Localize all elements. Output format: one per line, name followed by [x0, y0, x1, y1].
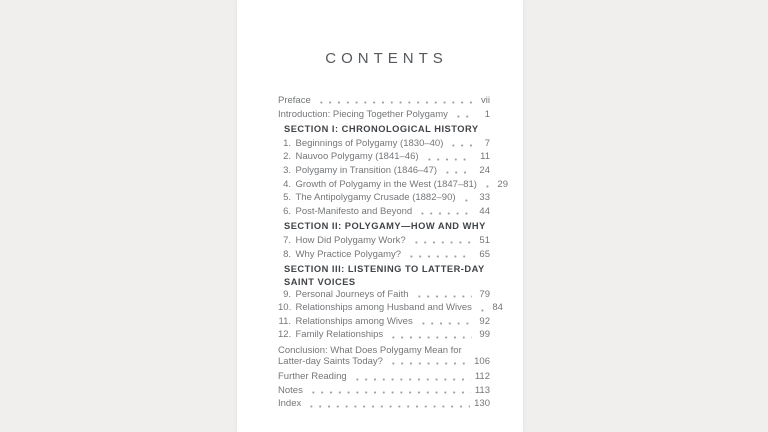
- dot-leader: [461, 191, 472, 205]
- page-number: vii: [481, 95, 490, 106]
- dot-leader: [411, 234, 472, 248]
- toc-entry-conclusion-line2[interactable]: [278, 357, 490, 368]
- dot-leader: [316, 94, 472, 108]
- entry-label: Growth of Polygamy in the West (1847–81): [295, 178, 477, 190]
- page-number: 44: [479, 205, 490, 217]
- entry-label: Post-Manifesto and Beyond: [295, 205, 413, 217]
- toc-chapter-6[interactable]: [278, 205, 490, 219]
- toc-entry-conclusion-line1[interactable]: [278, 344, 490, 358]
- section-heading-label: SECTION I: CHRONOLOGICAL HISTORY: [284, 124, 479, 135]
- toc-entry-introduction[interactable]: [278, 108, 490, 122]
- page-number: 24: [479, 164, 490, 176]
- toc-chapter-12[interactable]: [278, 328, 490, 342]
- dot-leader: [453, 108, 472, 122]
- chapter-number: 3.: [283, 164, 291, 176]
- page-number: 106: [474, 356, 490, 368]
- toc-section-1-heading: [278, 123, 490, 137]
- entry-label: Further Reading: [278, 371, 347, 383]
- dot-leader: [424, 150, 472, 164]
- page-number: 113: [474, 384, 490, 396]
- toc-entry-index[interactable]: [278, 397, 490, 411]
- toc-chapter-2[interactable]: [278, 150, 490, 164]
- chapter-number: 2.: [283, 151, 291, 163]
- chapter-number: 1.: [283, 137, 291, 149]
- dot-leader: [414, 288, 472, 302]
- entry-label: Preface: [278, 95, 311, 106]
- dot-leader: [308, 384, 471, 398]
- section-heading-label: SAINT VOICES: [284, 276, 356, 287]
- entry-label: Index: [278, 398, 302, 410]
- toc-entry-further-reading[interactable]: [278, 370, 490, 384]
- toc-chapter-11[interactable]: [278, 315, 490, 329]
- entry-label: Polygamy in Transition (1846–47): [295, 164, 438, 176]
- toc-content: [237, 0, 523, 411]
- toc-chapter-1[interactable]: [278, 137, 490, 151]
- toc-chapter-3[interactable]: [278, 164, 490, 178]
- contents-title: CONTENTS: [325, 50, 448, 67]
- page-number: 130: [474, 398, 490, 410]
- entry-label: Personal Journeys of Faith: [295, 288, 409, 300]
- book-page: [237, 0, 523, 432]
- dot-leader: [306, 397, 470, 411]
- dot-leader: [448, 137, 472, 151]
- toc-chapter-8[interactable]: [278, 248, 490, 262]
- page-number: 7: [484, 137, 490, 149]
- chapter-number: 11.: [278, 315, 291, 327]
- entry-label: The Antipolygamy Crusade (1882–90): [295, 192, 456, 204]
- entry-label: Relationships among Wives: [295, 315, 413, 327]
- entry-label: Conclusion: What Does Polygamy Mean for: [278, 344, 462, 356]
- toc-chapter-5[interactable]: [278, 191, 490, 205]
- page-number: 1: [484, 108, 490, 120]
- entry-label: How Did Polygamy Work?: [295, 234, 406, 246]
- page-number: 84: [492, 302, 503, 314]
- page-number: 51: [479, 234, 490, 246]
- chapter-number: 9.: [283, 288, 291, 300]
- page-number: 79: [479, 288, 490, 300]
- toc-chapter-10[interactable]: [278, 301, 503, 315]
- toc-entry-preface[interactable]: [278, 94, 490, 108]
- dot-leader: [482, 178, 490, 192]
- entry-label: Latter-day Saints Today?: [278, 356, 383, 368]
- toc-section-2-heading: [278, 220, 490, 234]
- dot-leader: [388, 357, 470, 368]
- chapter-number: 8.: [283, 248, 291, 260]
- toc-chapter-4[interactable]: [278, 178, 508, 192]
- page-number: 65: [479, 248, 490, 260]
- entry-label: Nauvoo Polygamy (1841–46): [295, 151, 419, 163]
- entry-label: Family Relationships: [295, 329, 384, 341]
- chapter-number: 7.: [283, 234, 291, 246]
- chapter-number: 6.: [283, 205, 291, 217]
- dot-leader: [352, 370, 471, 384]
- dot-leader: [388, 328, 472, 342]
- dot-leader: [442, 164, 472, 178]
- page-number: 112: [474, 371, 490, 383]
- dot-leader: [417, 205, 472, 219]
- entry-label: Introduction: Piecing Together Polygamy: [278, 108, 448, 120]
- toc-chapter-7[interactable]: [278, 234, 490, 248]
- chapter-number: 10.: [278, 302, 292, 314]
- page-number: 11: [480, 151, 490, 163]
- toc-section-3-heading-line1: [278, 263, 490, 277]
- dot-leader: [477, 301, 485, 315]
- entry-label: Beginnings of Polygamy (1830–40): [295, 137, 444, 149]
- toc-entry-notes[interactable]: [278, 384, 490, 398]
- page-number: 29: [497, 178, 508, 190]
- dot-leader: [406, 248, 472, 262]
- dot-leader: [418, 315, 472, 329]
- page-number: 92: [479, 315, 490, 327]
- entry-label: Notes: [278, 384, 303, 396]
- chapter-number: 12.: [278, 329, 292, 341]
- chapter-number: 4.: [283, 178, 291, 190]
- toc-section-3-heading-line2: [278, 277, 490, 288]
- section-heading-label: SECTION II: POLYGAMY—HOW AND WHY: [284, 221, 486, 232]
- page-number: 33: [479, 192, 490, 204]
- section-heading-label: SECTION III: LISTENING TO LATTER-DAY: [284, 264, 485, 275]
- toc-chapter-9[interactable]: [278, 288, 490, 302]
- page-number: 99: [479, 329, 490, 341]
- entry-label: Why Practice Polygamy?: [295, 248, 402, 260]
- chapter-number: 5.: [283, 192, 291, 204]
- entry-label: Relationships among Husband and Wives: [295, 302, 472, 314]
